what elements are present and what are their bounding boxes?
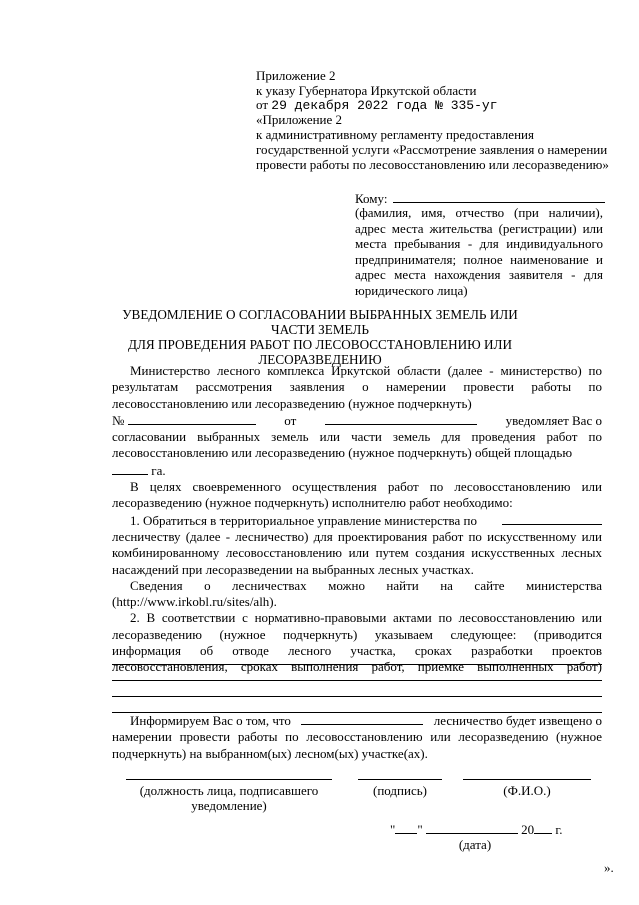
- full-name-caption: (Ф.И.О.): [503, 783, 551, 798]
- blank-line[interactable]: [112, 696, 602, 697]
- appendix-number-2: «Приложение 2: [256, 112, 343, 127]
- paragraph-text: [112, 429, 602, 462]
- paragraph-purpose: В целях своевременного осуществления работ по лесовосстановлению или лесоразведению (нужное подчеркнуть) исполнителю работ необходимо:: [112, 479, 602, 511]
- service-reference: государственной услуги «Рассмотрение заявления о намерении: [256, 142, 608, 157]
- addressee-label-line: [355, 190, 605, 206]
- addressee-field[interactable]: [393, 190, 605, 203]
- decree-date-stamp: 29 декабря 2022 года № 335-уг: [271, 98, 498, 113]
- addressee-label: Кому:: [355, 191, 388, 206]
- addressee-desc-line: места пребывания - для индивидуального: [355, 236, 603, 251]
- paragraph-forestry: лесничеству (далее - лесничество) для проектирования работ по искусственному или комбинированному лесовосстановлению или путем создания искусственных лесных насаждений при лесоразведении на выбранных лесных участках.: [112, 528, 602, 577]
- paragraph-regulations: 2. В соответствии с нормативно-правовыми актами по лесовосстановлению или лесоразведению (нужное подчеркнуть) указываем следующее: (приводится информация об отводе лесного участка, сроках разработки проектов лесовосстановления, сроках выполнения работ, приемке выполненных работ): [112, 610, 602, 675]
- addressee-description: [355, 205, 603, 298]
- application-number-field[interactable]: [128, 412, 256, 425]
- inform-line: [112, 712, 602, 729]
- addressee-desc-line: предпринимателя; полное наименование и: [355, 251, 603, 267]
- addressee-desc-line: адрес места жительства (регистрации) или: [355, 220, 603, 236]
- signature-caption: (подпись): [373, 783, 427, 798]
- forestry-line: [112, 512, 602, 529]
- blank-line[interactable]: [112, 664, 602, 665]
- paragraph-text: Министерство лесного комплекса Иркутской области (далее - министерство) по результатам рассмотрения заявления о намерении провести работы по лесовосстановлению или лесоразведению (нужное подчеркнуть): [112, 363, 602, 411]
- position-caption-line-2: уведомление): [191, 798, 267, 813]
- area-field[interactable]: [112, 462, 148, 475]
- year-field[interactable]: [534, 821, 552, 834]
- regulation-reference: к административному регламенту предоставления: [256, 127, 534, 142]
- number-sign: №: [112, 412, 125, 428]
- signature-line[interactable]: [358, 779, 442, 780]
- document-title: [100, 307, 540, 367]
- date-quote-close: ": [417, 822, 423, 837]
- forestry-notified-field[interactable]: [301, 712, 423, 725]
- title-line: ЛЕСОРАЗВЕДЕНИЮ: [258, 352, 382, 367]
- decree-reference: к указу Губернатора Иркутской области: [256, 83, 477, 98]
- number-field-group: [112, 412, 256, 429]
- inform-mid: лесничество будет извещено о: [433, 713, 602, 728]
- inform-start: Информируем Вас о том, что: [130, 713, 291, 728]
- application-ref-line: [112, 412, 602, 429]
- area-line: [112, 462, 602, 479]
- month-field[interactable]: [426, 821, 518, 834]
- service-name: провести работы по лесовосстановлению или лесоразведению»: [256, 157, 609, 172]
- paragraph-ministry-notice: [112, 363, 602, 676]
- position-caption-line-1: (должность лица, подписавшего: [139, 783, 319, 798]
- blank-line[interactable]: [112, 680, 602, 681]
- application-date-field[interactable]: [325, 412, 477, 425]
- year-prefix: 20: [521, 822, 535, 837]
- date-quote-open: ": [390, 822, 396, 837]
- contact-department-text: 1. Обратиться в территориальное управление министерства по: [130, 512, 477, 528]
- date-line: [390, 821, 563, 837]
- decree-date-line: [256, 97, 498, 113]
- date-caption: (дата): [458, 837, 492, 852]
- forestry-name-field[interactable]: [502, 512, 602, 525]
- closing-quote: ».: [604, 860, 614, 875]
- paragraph-text-rest: согласовании выбранных земель или части земель для проведения работ по лесовосстановлению или лесоразведению (нужное подчеркнуть) общей площадью: [112, 429, 602, 461]
- decree-date-prefix: от: [256, 97, 269, 112]
- hectare-unit: га.: [151, 462, 166, 478]
- info-source-url: (http://www.irkobl.ru/sites/alh).: [112, 594, 277, 610]
- year-suffix: г.: [555, 822, 563, 837]
- title-line: ДЛЯ ПРОВЕДЕНИЯ РАБОТ ПО ЛЕСОВОССТАНОВЛЕНИЮ ИЛИ: [127, 337, 513, 352]
- position-caption: [126, 783, 332, 813]
- date-from-label: от: [284, 412, 297, 428]
- day-field[interactable]: [395, 821, 417, 834]
- position-signature-line[interactable]: [126, 779, 332, 780]
- appendix-number: Приложение 2: [256, 68, 336, 83]
- notifies-text: уведомляет Вас о: [505, 412, 602, 428]
- addressee-desc-line: адрес места нахождения заявителя - для: [355, 267, 603, 282]
- paragraph-inform: [112, 712, 602, 762]
- title-line: УВЕДОМЛЕНИЕ О СОГЛАСОВАНИИ ВЫБРАННЫХ ЗЕМЕЛЬ ИЛИ ЧАСТИ ЗЕМЕЛЬ: [122, 307, 518, 337]
- full-name-line[interactable]: [463, 779, 591, 780]
- addressee-desc-line: юридического лица): [355, 282, 468, 298]
- addressee-desc-line: (фамилия, имя, отчество (при наличии),: [355, 205, 603, 220]
- paragraph-info-source: Сведения о лесничествах можно найти на сайте министерства: [130, 577, 602, 593]
- inform-rest: намерении провести работы по лесовосстановлению или лесоразведению (нужное подчеркнуть) на выбранном(ых) лесном(ых) участке(ах).: [112, 729, 602, 761]
